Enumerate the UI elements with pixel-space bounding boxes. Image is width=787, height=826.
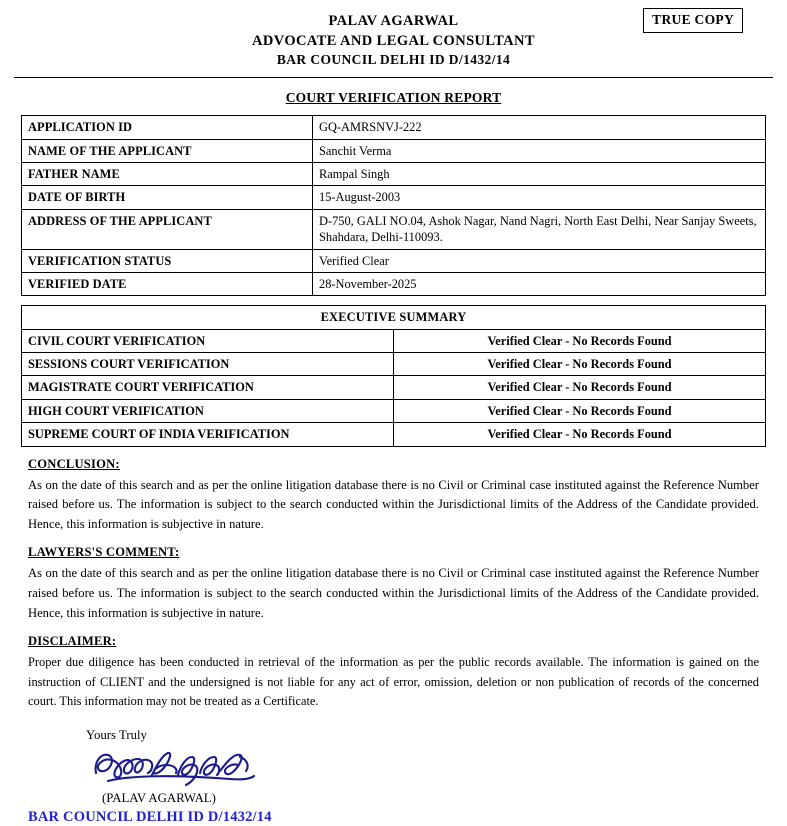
table-row — [22, 163, 766, 186]
detail-label: DATE OF BIRTH — [22, 186, 313, 209]
letterhead — [14, 0, 773, 69]
detail-value: Verified Clear — [313, 249, 766, 272]
detail-value: 28-November-2025 — [313, 272, 766, 295]
summary-value: Verified Clear - No Records Found — [394, 376, 766, 399]
bar-council-id: BAR COUNCIL DELHI ID D/1432/14 — [276, 52, 511, 68]
signature-name: (PALAV AGARWAL) — [102, 790, 216, 805]
table-row — [22, 423, 766, 446]
table-row — [22, 353, 766, 376]
detail-value: GQ-AMRSNVJ-222 — [313, 116, 766, 139]
detail-label: VERIFICATION STATUS — [22, 249, 313, 272]
executive-summary-section — [14, 305, 773, 446]
detail-value: Rampal Singh — [313, 163, 766, 186]
footer-bar-council-id: BAR COUNCIL DELHI ID D/1432/14 — [28, 808, 272, 825]
detail-label: ADDRESS OF THE APPLICANT — [22, 209, 313, 249]
signature-block — [14, 728, 773, 806]
table-row — [22, 376, 766, 399]
header-divider — [14, 77, 773, 78]
table-row — [22, 249, 766, 272]
summary-value: Verified Clear - No Records Found — [394, 329, 766, 352]
yours-truly-label: Yours Truly — [86, 727, 147, 742]
summary-value: Verified Clear - No Records Found — [394, 399, 766, 422]
summary-value: Verified Clear - No Records Found — [394, 423, 766, 446]
conclusion-section — [14, 457, 773, 536]
summary-label: SUPREME COURT OF INDIA VERIFICATION — [22, 423, 394, 446]
page-title: COURT VERIFICATION REPORT — [285, 90, 502, 106]
detail-value: D-750, GALI NO.04, Ashok Nagar, Nand Nagri, North East Delhi, Near Sanjay Sweets, Shahdara, Delhi-110093. — [313, 209, 766, 249]
advocate-name: PALAV AGARWAL — [328, 13, 459, 29]
detail-value: Sanchit Verma — [313, 139, 766, 162]
disclaimer-section — [14, 634, 773, 712]
table-row — [22, 139, 766, 162]
detail-label: FATHER NAME — [22, 163, 313, 186]
true-copy-stamp: TRUE COPY — [643, 8, 743, 33]
applicant-details-table — [21, 115, 766, 296]
detail-label: NAME OF THE APPLICANT — [22, 139, 313, 162]
summary-value: Verified Clear - No Records Found — [394, 353, 766, 376]
advocate-designation: ADVOCATE AND LEGAL CONSULTANT — [252, 32, 535, 49]
detail-value: 15-August-2003 — [313, 186, 766, 209]
table-row — [22, 209, 766, 249]
table-row — [22, 329, 766, 352]
conclusion-title: CONCLUSION: — [28, 456, 120, 471]
lawyers-comment-section — [14, 545, 773, 624]
disclaimer-body: Proper due diligence has been conducted in retrieval of the information as per the public records available. The information is gained on the instruction of CLIENT and the undersigned is not liable for any act of error, omission, deletion or non publication of records of the concerned court. This information may not be treated as a Certificate. — [28, 654, 759, 709]
summary-label: HIGH COURT VERIFICATION — [22, 399, 394, 422]
summary-heading: EXECUTIVE SUMMARY — [22, 306, 766, 329]
summary-label: CIVIL COURT VERIFICATION — [22, 329, 394, 352]
summary-heading-row — [22, 306, 766, 329]
summary-label: SESSIONS COURT VERIFICATION — [22, 353, 394, 376]
disclaimer-title: DISCLAIMER: — [28, 633, 117, 648]
table-row — [22, 399, 766, 422]
lawyers-comment-title: LAWYERS'S COMMENT: — [28, 545, 180, 560]
lawyers-comment-body: As on the date of this search and as per the online litigation database there is no Civil or Criminal case instituted against the Reference Number raised before us. The information is subject to the search conducted within the Jurisdictional limits of the Address of the Candidate provided. Hence, this information is subjective in nature. — [28, 566, 759, 621]
table-row — [22, 116, 766, 139]
conclusion-body: As on the date of this search and as per the online litigation database there is no Civil or Criminal case instituted against the Reference Number raised before us. The information is subject to the search conducted within the Jurisdictional limits of the Address of the Candidate provided. Hence, this information is subjective in nature. — [28, 477, 759, 532]
executive-summary-table — [21, 305, 766, 446]
signature-image — [90, 745, 270, 791]
detail-label: APPLICATION ID — [22, 116, 313, 139]
detail-label: VERIFIED DATE — [22, 272, 313, 295]
table-row — [22, 186, 766, 209]
summary-label: MAGISTRATE COURT VERIFICATION — [22, 376, 394, 399]
table-row — [22, 272, 766, 295]
